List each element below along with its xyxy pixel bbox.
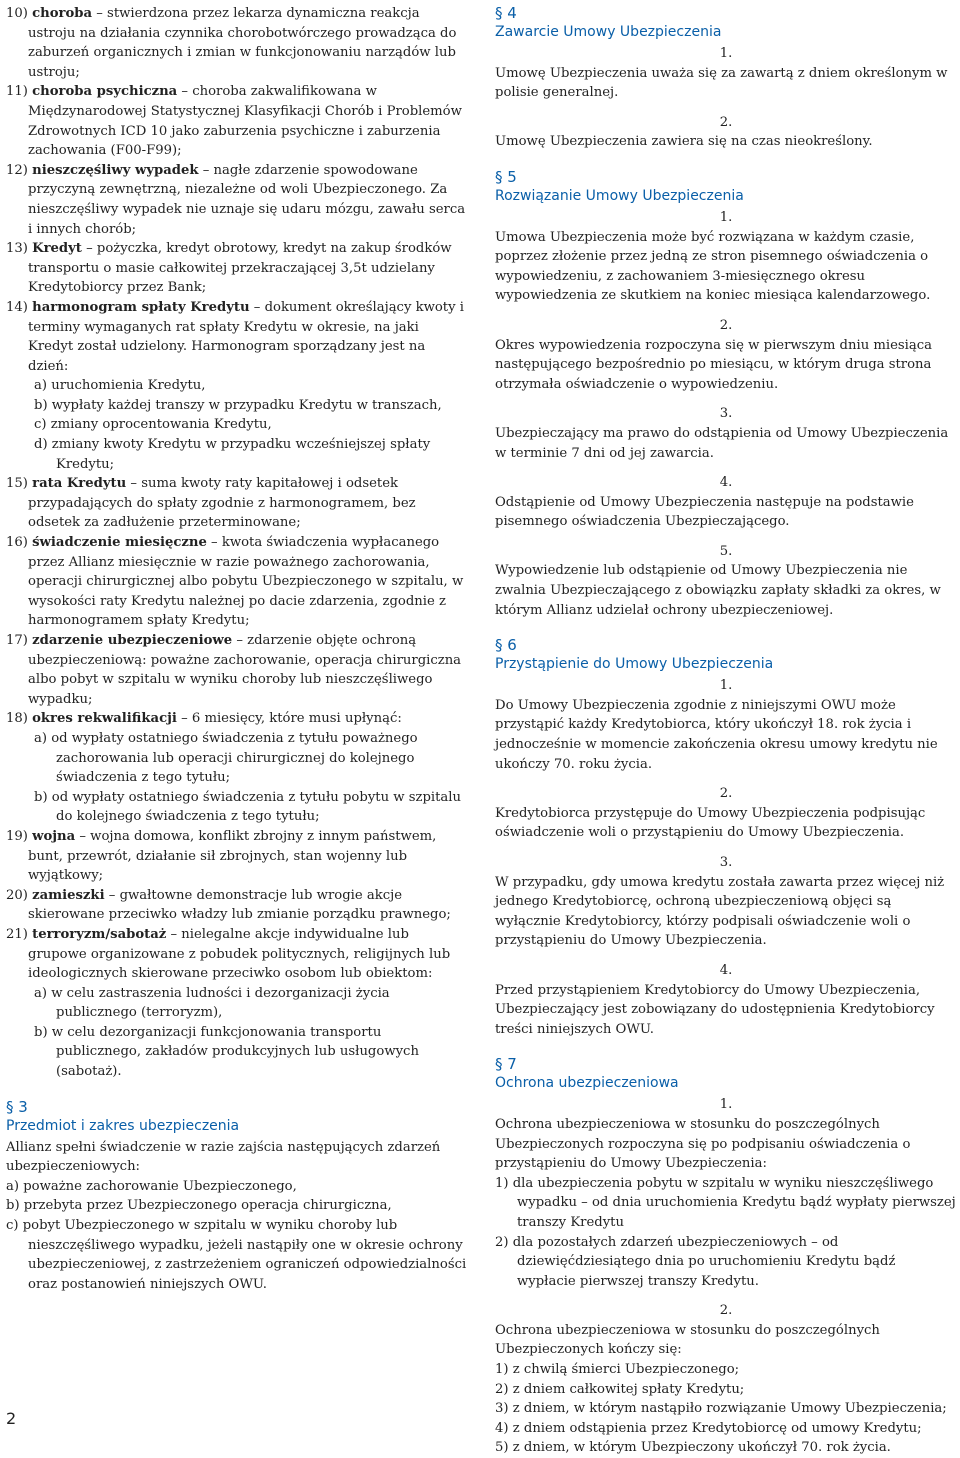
paragraph-number: 2. [719, 1303, 733, 1319]
definition-term: choroba [32, 6, 93, 21]
list-item [6, 1216, 468, 1294]
list-item [495, 1438, 957, 1458]
section-title: Rozwiązanie Umowy Ubezpieczenia [495, 187, 744, 204]
list-item-text: z chwilą śmierci Ubezpieczonego; [512, 1362, 740, 1378]
definition-text: suma kwoty raty kapitałowej i odsetek przypadających do spłaty zgodnie z harmonogramem, bez odsetek za zadłużenie przeterminowane; [28, 476, 416, 531]
sub-item-text: w celu zastraszenia ludności i dezorganizacji życia publicznego (terroryzm), [51, 985, 390, 1021]
definition-item: 17) zdarzenie ubezpieczeniowe – zdarzenie objęte ochroną ubezpieczeniową: poważne zachorowanie, operacja chirurgiczna albo pobyt w szpitalu w wyniku choroby lub nieszczęśliwego wypadku; [6, 633, 462, 707]
list-item-text: z dniem całkowitej spłaty Kredytu; [512, 1381, 745, 1397]
section-title: Przedmiot i zakres ubezpieczenia [6, 1117, 240, 1134]
list-item-text: pobyt Ubezpieczonego w szpitalu w wyniku choroby lub nieszczęśliwego wypadku, jeżeli nastąpiły one w okresie ochrony ubezpieczeniowej, z zastrzeżeniem ograniczeń odpowiedzialności oraz postanowień niniejszych OWU. [22, 1218, 467, 1292]
sub-item-text: od wypłaty ostatniego świadczenia z tytułu pobytu w szpitalu do kolejnego świadczenia z tego tytułu; [51, 789, 461, 825]
paragraph-text: W przypadku, gdy umowa kredytu została zawarta przez więcej niż jednego Kredytobiorcę, ochroną ubezpieczeniową objęci są wyłącznie Kredytobiorcy, którzy podpisali oświadczenie woli o przystąpieniu do Umowy Ubezpieczenia. [495, 874, 945, 949]
sub-item-number: c) [34, 417, 51, 433]
list-item-number: a) [6, 1178, 24, 1194]
sub-item-text: zmiany oprocentowania Kredytu, [50, 417, 272, 433]
definition-number: 17) [6, 633, 33, 648]
definition-term: terroryzm/sabotaż [32, 926, 167, 942]
definition-text: choroba zakwalifikowana w Międzynarodowej Statystycznej Klasyfikacji Chorób i Problemów Zdrowotnych ICD 10 jako zaburzenia psychiczne i zaburzenia zachowania (F00-F99); [28, 84, 462, 159]
definition-term: okres rekwalifikacji [32, 711, 177, 727]
paragraph-text: Umowę Ubezpieczenia zawiera się na czas nieokreślony. [495, 134, 873, 150]
paragraph-text: Ubezpieczający ma prawo do odstąpienia od Umowy Ubezpieczenia w terminie 7 dni od jej zawarcia. [495, 425, 949, 461]
list-item [495, 1419, 957, 1439]
paragraph-number: 1. [719, 46, 733, 61]
list-item-text: z dniem odstąpienia przez Kredytobiorcę od umowy Kredytu; [512, 1420, 922, 1436]
sub-item [6, 984, 468, 1023]
sub-item-number: b) [34, 789, 52, 805]
paragraph-text: Przed przystąpieniem Kredytobiorcy do Umowy Ubezpieczenia, Ubezpieczający jest zobowiązany do udostępnienia Kredytobiorcy treści niniejszych OWU. [495, 982, 935, 1037]
definition-text: 6 miesięcy, które musi upłynąć: [191, 711, 402, 727]
definition-number: 16) [6, 535, 33, 551]
sub-item [6, 1023, 468, 1082]
definition-text: pożyczka, kredyt obrotowy, kredyt na zakup środków transportu o masie całkowitej przekraczającej 3,5t udzielany Kredytobiorcy przez Bank; [28, 241, 452, 296]
definition-item: 16) świadczenie miesięczne – kwota świadczenia wypłacanego przez Allianz miesięcznie w razie poważnego zachorowania, operacji chirurgicznej albo pobytu Ubezpieczonego w szpitalu, w wysokości raty Kredytu należnej po dacie zdarzenia, zgodnie z harmonogramem spłaty Kredytu; [6, 535, 464, 629]
sub-item-text: w celu dezorganizacji funkcjonowania transportu publicznego, zakładów produkcyjnych lub usługowych (sabotaż). [51, 1024, 419, 1080]
paragraph-text: Okres wypowiedzenia rozpoczyna się w pierwszym dniu miesiąca następującego bezpośrednio po miesiącu, w którym druga strona otrzymała oświadczenie o wypowiedzeniu. [495, 337, 933, 392]
sub-item-number: d) [34, 437, 52, 453]
paragraph-number: 1. [719, 1097, 733, 1113]
list-item-number: c) [6, 1218, 23, 1234]
section-title: Ochrona ubezpieczeniowa [495, 1075, 679, 1092]
definition-term: zdarzenie ubezpieczeniowe [32, 633, 233, 648]
list-item-number: 2) [495, 1381, 513, 1397]
paragraph-number: 4. [719, 962, 733, 978]
definition-item: 10) choroba – stwierdzona przez lekarza dynamiczna reakcja ustroju na działania czynnika chorobotwórczego prowadząca do zaburzeń organicznych i zmian w funkcjonowaniu narządów lub ustroju; [6, 6, 457, 80]
paragraph-number: 4. [719, 475, 733, 491]
definition-item: 18) okres rekwalifikacji – 6 miesięcy, które musi upłynąć: [6, 711, 402, 727]
definition-term: Kredyt [32, 241, 82, 257]
list-item-text: z dniem, w którym nastąpiło rozwiązanie Umowy Ubezpieczenia; [512, 1401, 947, 1417]
paragraph-number: 5. [719, 543, 733, 559]
sub-item-number: a) [34, 985, 52, 1001]
list-item [495, 1174, 957, 1233]
paragraph-number: 2. [719, 786, 733, 802]
sub-item-number: a) [34, 730, 52, 746]
definition-number: 20) [6, 887, 33, 903]
list-item [6, 1177, 468, 1197]
sub-item [6, 729, 468, 788]
list-item [495, 1380, 957, 1400]
definition-number: 11) [6, 84, 33, 100]
definition-term: wojna [32, 828, 76, 844]
definition-number: 13) [6, 241, 33, 257]
list-item-number: 4) [495, 1420, 513, 1436]
definition-term: harmonogram spłaty Kredytu [32, 299, 250, 315]
sub-item-text: wypłaty każdej transzy w przypadku Kredytu w transzach, [51, 397, 442, 413]
paragraph-number: 2. [719, 114, 733, 130]
definition-item: 21) terroryzm/sabotaż – nielegalne akcje indywidualne lub grupowe organizowane z pobudek politycznych, religijnych lub ideologicznych skierowane przeciwko osobom lub obiektom: [6, 926, 451, 982]
section-title: Zawarcie Umowy Ubezpieczenia [495, 24, 722, 40]
sub-item [6, 376, 468, 396]
sub-item [6, 788, 468, 827]
definition-number: 10) [6, 6, 33, 21]
definition-number: 21) [6, 926, 33, 942]
section-number: § 7 [495, 1055, 517, 1074]
section-title: Przystąpienie do Umowy Ubezpieczenia [495, 656, 774, 673]
paragraph-number: 1. [719, 209, 733, 225]
sub-item-text: od wypłaty ostatniego świadczenia z tytułu poważnego zachorowania lub operacji chirurgicznej do kolejnego świadczenia z tego tytułu; [51, 730, 418, 786]
definition-term: nieszczęśliwy wypadek [32, 162, 199, 178]
paragraph-text: Kredytobiorca przystępuje do Umowy Ubezpieczenia podpisując oświadczenie woli o przystąpieniu do Umowy Ubezpieczenia. [495, 805, 926, 841]
list-item-text: dla ubezpieczenia pobytu w szpitalu w wyniku nieszczęśliwego wypadku – od dnia uruchomienia Kredytu bądź wypłaty pierwszej transzy Kredytu [512, 1175, 956, 1230]
list-item-number: 3) [495, 1401, 513, 1417]
right-column [495, 4, 957, 1458]
list-item [6, 1196, 468, 1216]
list-item-number: b) [6, 1198, 24, 1214]
list-item-number: 5) [495, 1440, 513, 1456]
definition-text: gwałtowne demonstracje lub wrogie akcje skierowane przeciwko władzy lub zmianie porządku prawnego; [28, 887, 451, 923]
paragraph-text: Ochrona ubezpieczeniowa w stosunku do poszczególnych Ubezpieczonych rozpoczyna się po podpisaniu oświadczenia o przystąpieniu do Umowy Ubezpieczenia: [495, 1116, 911, 1172]
definition-item: 15) rata Kredytu – suma kwoty raty kapitałowej i odsetek przypadających do spłaty zgodnie z harmonogramem, bez odsetek za zadłużenie przeterminowane; [6, 476, 416, 531]
sub-item [6, 415, 468, 435]
definition-text: stwierdzona przez lekarza dynamiczna reakcja ustroju na działania czynnika chorobotwórczego prowadząca do zaburzeń organicznych i zmian w funkcjonowaniu narządów lub ustroju; [28, 6, 457, 80]
section-intro: Allianz spełni świadczenie w razie zajścia następujących zdarzeń ubezpieczeniowych: [6, 1139, 441, 1175]
list-item-number: 1) [495, 1175, 513, 1191]
definition-text: wojna domowa, konflikt zbrojny z innym państwem, bunt, przewrót, działanie sił zbrojnych, stan wojenny lub wyjątkowy; [28, 828, 437, 884]
sub-item-text: uruchomienia Kredytu, [51, 378, 206, 394]
list-item-number: 1) [495, 1362, 513, 1378]
paragraph-number: 2. [719, 317, 733, 333]
paragraph-text: Odstąpienie od Umowy Ubezpieczenia następuje na podstawie pisemnego oświadczenia Ubezpieczającego. [495, 494, 914, 530]
list-item [495, 1399, 957, 1419]
definition-item: 13) Kredyt – pożyczka, kredyt obrotowy, kredyt na zakup środków transportu o masie całkowitej przekraczającej 3,5t udzielany Kredytobiorcy przez Bank; [6, 241, 452, 296]
paragraph-text: Do Umowy Ubezpieczenia zgodnie z niniejszymi OWU może przystąpić każdy Kredytobiorca, który ukończył 18. rok życia i jednocześnie w momencie zakończenia okresu umowy kredytu nie ukończy 70. roku życia. [495, 697, 938, 772]
sub-item [6, 435, 468, 474]
definition-number: 18) [6, 711, 33, 727]
paragraph-text: Wypowiedzenie lub odstąpienie od Umowy Ubezpieczenia nie zwalnia Ubezpieczającego z obowiązku zapłaty składki za okres, w którym Allianz udzielał ochrony ubezpieczeniowej. [495, 563, 941, 618]
definition-number: 12) [6, 162, 33, 178]
list-item-text: dla pozostałych zdarzeń ubezpieczeniowych – od dziewięćdziesiątego dnia po uruchomieniu Kredytu bądź wypłacie pierwszej transzy Kredytu. [512, 1234, 896, 1289]
definition-text: dokument określający kwoty i terminy wymaganych rat spłaty Kredytu w okresie, na jaki Kredyt został udzielony. Harmonogram sporządzany jest na dzień: [28, 299, 464, 374]
definition-item: 20) zamieszki – gwałtowne demonstracje lub wrogie akcje skierowane przeciwko władzy lub zmianie porządku prawnego; [6, 887, 451, 923]
definition-item: 19) wojna – wojna domowa, konflikt zbrojny z innym państwem, bunt, przewrót, działanie sił zbrojnych, stan wojenny lub wyjątkowy; [6, 828, 437, 884]
sub-item-text: zmiany kwoty Kredytu w przypadku wcześniejszej spłaty Kredytu; [51, 437, 431, 472]
paragraph-text: Ochrona ubezpieczeniowa w stosunku do poszczególnych Ubezpieczonych kończy się: [495, 1322, 880, 1358]
definition-term: choroba psychiczna [32, 84, 178, 100]
sub-item-number: a) [34, 378, 52, 394]
definition-item: 11) choroba psychiczna – choroba zakwalifikowana w Międzynarodowej Statystycznej Klasyfikacji Chorób i Problemów Zdrowotnych ICD 10 jako zaburzenia psychiczne i zaburzenia zachowania (F00-F99); [6, 84, 462, 159]
list-item-text: poważne zachorowanie Ubezpieczonego, [23, 1178, 297, 1194]
section-number: § 3 [6, 1097, 28, 1116]
definition-text: kwota świadczenia wypłacanego przez Allianz miesięcznie w razie poważnego zachorowania, operacji chirurgicznej albo pobytu Ubezpieczonego w szpitalu, w wysokości raty Kredytu należnej po dacie zdarzenia, zgodnie z harmonogramem spłaty Kredytu; [28, 535, 464, 629]
sub-item [6, 396, 468, 416]
definition-text: nielegalne akcje indywidualne lub grupowe organizowane z pobudek politycznych, religijnych lub ideologicznych skierowane przeciwko osobom lub obiektom: [28, 926, 451, 982]
definition-number: 19) [6, 828, 33, 844]
sub-item-number: b) [34, 397, 52, 413]
sub-item-number: b) [34, 1024, 52, 1040]
list-item [495, 1360, 957, 1380]
definition-term: świadczenie miesięczne [32, 535, 207, 551]
list-item-number: 2) [495, 1234, 513, 1250]
section-number: § 6 [495, 636, 517, 655]
definition-text: zdarzenie objęte ochroną ubezpieczeniową: poważne zachorowanie, operacja chirurgiczna albo pobyt w szpitalu w wyniku choroby lub nieszczęśliwego wypadku; [28, 633, 462, 707]
definition-item: 12) nieszczęśliwy wypadek – nagłe zdarzenie spowodowane przyczyną zewnętrzną, niezależne od woli Ubezpieczonego. Za nieszczęśliwy wypadek nie uznaje się udaru mózgu, zawału serca i innych chorób; [6, 162, 466, 237]
list-item-text: z dniem, w którym Ubezpieczony ukończył 70. rok życia. [512, 1440, 891, 1456]
definition-text: nagłe zdarzenie spowodowane przyczyną zewnętrzną, niezależne od woli Ubezpieczonego. Za nieszczęśliwy wypadek nie uznaje się udaru mózgu, zawału serca i innych chorób; [28, 162, 466, 237]
definition-term: rata Kredytu [32, 476, 127, 492]
paragraph-number: 1. [719, 678, 733, 694]
list-item [495, 1233, 957, 1292]
paragraph-text: Umowa Ubezpieczenia może być rozwiązana w każdym czasie, poprzez złożenie przez jedną ze stron pisemnego oświadczenia o wypowiedzeniu, z zachowaniem 3-miesięcznego okresu wypowiedzenia ze skutkiem na koniec miesiąca kalendarzowego. [495, 229, 931, 304]
section-number: § 4 [495, 4, 517, 22]
paragraph-number: 3. [719, 406, 733, 422]
definition-number: 15) [6, 476, 33, 492]
page-number: 2 [6, 1409, 17, 1428]
definition-term: zamieszki [32, 887, 105, 903]
section-number: § 5 [495, 167, 517, 186]
paragraph-text: Umowę Ubezpieczenia uważa się za zawartą z dniem określonym w polisie generalnej. [495, 65, 948, 101]
definition-number: 14) [6, 299, 33, 315]
list-item-text: przebyta przez Ubezpieczonego operacja chirurgiczna, [23, 1198, 392, 1214]
paragraph-number: 3. [719, 855, 733, 870]
left-column [6, 4, 468, 1294]
definition-item: 14) harmonogram spłaty Kredytu – dokument określający kwoty i terminy wymaganych rat spłaty Kredytu w okresie, na jaki Kredyt został udzielony. Harmonogram sporządzany jest na dzień: [6, 299, 464, 374]
